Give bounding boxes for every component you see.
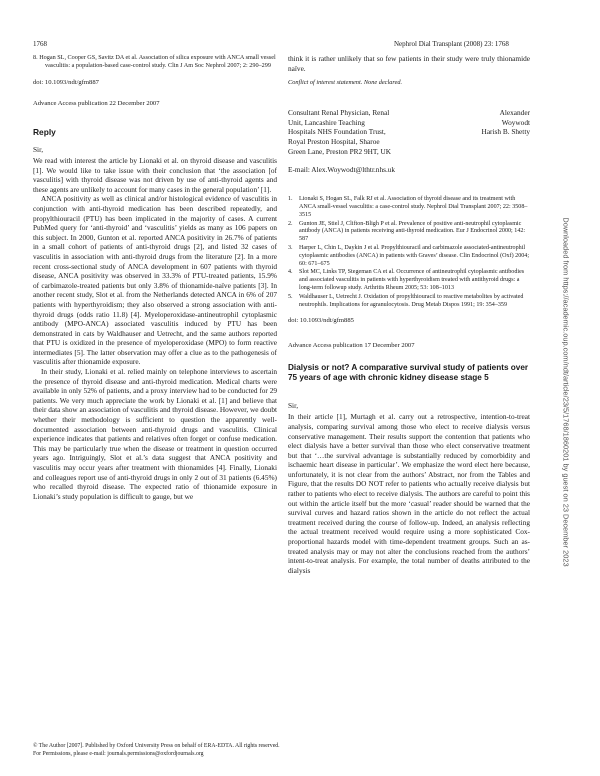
- reference-list: [288, 196, 530, 309]
- author-block: [288, 108, 530, 156]
- reply-heading: Reply: [33, 127, 56, 137]
- continuation-paragraph: think it is rather unlikely that so few patients in their study were truly thionamide naïve.: [288, 54, 530, 73]
- previous-reference: 8. Hogan SL, Cooper GS, Savitz DA et al. Association of silica exposure with ANCA small vessel vasculitis: a population-based case-control study. Clin J Am Soc Nephrol 2007; 2: 290–299: [33, 54, 276, 69]
- right-column: [288, 54, 530, 742]
- reference-item: 4. Slot MC, Links TP, Stegeman CA et al. Occurrence of antineutrophil cytoplasmic antibodies and associated vasculitis in patients with hyperthyroidism treated with antithyroid drugs: a long-term followup study. Arthritis Rheum 2005; 53: 108–1013: [288, 269, 525, 291]
- affiliation: Consultant Renal Physician, Renal Unit, Lancashire Teaching Hospitals NHS Foundation Trust, Royal Preston Hospital, Sharoe Green Lane, Preston PR2 9HT, UK: [288, 108, 392, 156]
- left-column: [33, 54, 277, 742]
- author-email[interactable]: E-mail: Alex.Woywodt@lthtr.nhs.uk: [288, 165, 396, 175]
- reference-item: 3. Harper L, Chin L, Daykin J et al. Propylthiouracil and carbimazole associated-antineutrophil cytoplasmic antibodies (ANCA) in patients with Graves’ disease. Clin Endocrinol (Oxf) 2004; 60: 671–675: [288, 244, 530, 267]
- copyright-footer: © The Author [2007]. Published by Oxford University Press on behalf of ERA-EDTA. All rights reserved. For Permissions, please e-mail: journals.permissions@oxfordjournals.org: [33, 743, 280, 757]
- doi-link[interactable]: doi: 10.1093/ndt/gfm885: [288, 317, 354, 325]
- body-paragraph: In their study, Lionaki et al. relied mainly on telephone interviews to ascertain the presence of thyroid disease and anti-thyroid medication. Medical charts were available in only 52% of patients, and a proxy interview had to be conducted for 29 patients. We very much appreciate the work by Lionaki et al. [1] and believe that their data show an association of vasculitis and thyroid disease. However, we doubt whether their methodology is sufficient to question the apparently well-documented association between anti-thyroid drugs and vasculitis. Clinical experience indicates that patients and relatives often forget or confuse medication. This may be particularly true when the disease or treatment in question occurred years ago. Intriguingly, Slot et al.’s data suggest that ANCA positivity and vasculitis may occur years after treatment with thionamides [4]. Finally, Lionaki and colleagues report use of anti-thyroid drugs in only 2 out of 31 patients (6.45%) who recalled thyroid disease. The expected ratio of thionamide exposure in Lionaki’s study population is difficult to gauge, but we: [33, 367, 277, 501]
- salutation: Sir,: [33, 145, 44, 154]
- advance-access-date: Advance Access publication 17 December 2007: [288, 342, 415, 350]
- body-paragraph: We read with interest the article by Lionaki et al. on thyroid disease and vasculitis [1]. We would like to take issue with their conclusion that ‘the association [of vasculitis] with thyroid disease was not driven by use of anti-thyroid agents and these agents are unlikely to account for many cases in the general population’ [1].: [33, 156, 277, 194]
- reference-item: 1. Lionaki S, Hogan SL, Falk RJ et al. Association of thyroid disease and its treatment with ANCA small-vessel vasculitis: a case-control study. Nephrol Dial Transplant 2007; 22: 3508–3515: [288, 196, 528, 218]
- body-paragraph: ANCA positivity as well as clinical and/or histological evidence of vasculitis in conjunction with anti-thyroid medication has been described repeatedly, and propylthiouracil (PTU) has been implicated in the majority of cases. A current PubMed query for ‘anti-thyroid’ and ‘vasculitis’ yields as many as 106 papers on this subject. In 2000, Gunton et al. reported ANCA positivity in 26.7% of patients in a small cohort of patients of anti-thyroid drugs [2], and listed 32 cases of vasculitis in association with anti-thyroid drugs from the literature [2]. In a more recent cross-sectional study of ANCA development in 607 patients with thyroid disease, ANCA positivity was observed in 33.3% of PTU-treated patients, 15.9% of carbimazole-treated patients but only 3.8% of thionamide-naïve patients [3]. In another recent study, Slot et al. from the Netherlands detected ANCA in 6% of 207 patients with hyperthyroidism; they also observed a strong association with anti-thyroid drugs (odds ratio 11.8) [4]. Myeloperoxidase-antineutrophil cytoplasmic antibody (MPO-ANCA) associated vasculitis induced by PTU has been demonstrated in cats by Waldhauser and Uetrecht, and the same authors reported that PTU is oxidized in the presence of myeloperoxidase (MPO) to form reactive intermediates [5]. The latter observation may offer a clue as to the pathogenesis of vasculitis after thionamide exposure.: [33, 194, 277, 367]
- reference-item: 2. Gunton JE, Stiel J, Clifton-Bligh P et al. Prevalence of positive anti-neutrophil cytoplasmic antibody (ANCA) in patients receiving anti-thyroid medication. Eur J Endocrinol 2000; 142: 587: [288, 220, 526, 243]
- page-number: 1768: [33, 40, 47, 48]
- reference-item: 5. Waldhauser L, Uetrecht J. Oxidation of propylthiouracil to reactive metabolites by activated neutrophils. Implications for agranulocytosis. Drug Metab Dispos 1991; 19: 354–359: [288, 293, 524, 308]
- letter-title: Dialysis or not? A comparative survival study of patients over 75 years of age with chronic kidney disease stage 5: [288, 363, 529, 383]
- download-watermark: Downloaded from https://academic.oup.com/ndt/article/23/5/1768/1860201 by guest on 23 December 2023: [561, 217, 571, 567]
- body-paragraph: In their article [1], Murtagh et al. carry out a retrospective, intention-to-treat analysis, comparing survival among those who elect to receive dialysis versus conservative management. Their results support the contention that patients who elect dialysis have a better survival than those who elect conservative treatment but that ‘…the survival advantage is substantially reduced by comorbidity and ischaemic heart disease in particular’. We emphasize the word elect here because, unfortunately, it is not clear from the authors’ Abstract, nor from the Tables and Figure, that the results DO NOT refer to patients who actually receive dialysis but rather to patients who elect to receive dialysis. The authors are careful to point this out within the article itself but the more ‘casual’ reader should be warned that the survival curves and hazard ratios shown in the article do not reflect the actual treatment received during the course of follow-up. Indeed, an analysis reflecting the actual treatment received would require using a more sophisticated Cox-proportional hazards model with time-dependent treatment groups. Such an as-treated analysis may or may not alter the conclusions reached from the authors’ intent-to-treat analysis. For example, the total number of deaths attributed to the dialysis: [288, 412, 530, 575]
- journal-citation: Nephrol Dial Transplant (2008) 23: 1768: [394, 40, 509, 48]
- doi-link[interactable]: doi: 10.1093/ndt/gfm887: [33, 79, 99, 86]
- advance-access-date: Advance Access publication 22 December 2007: [33, 100, 160, 107]
- salutation: Sir,: [288, 401, 299, 411]
- conflict-of-interest: Conflict of interest statement. None declared.: [288, 79, 403, 87]
- author-names: Alexander Woywodt Harish B. Shetty: [481, 108, 530, 137]
